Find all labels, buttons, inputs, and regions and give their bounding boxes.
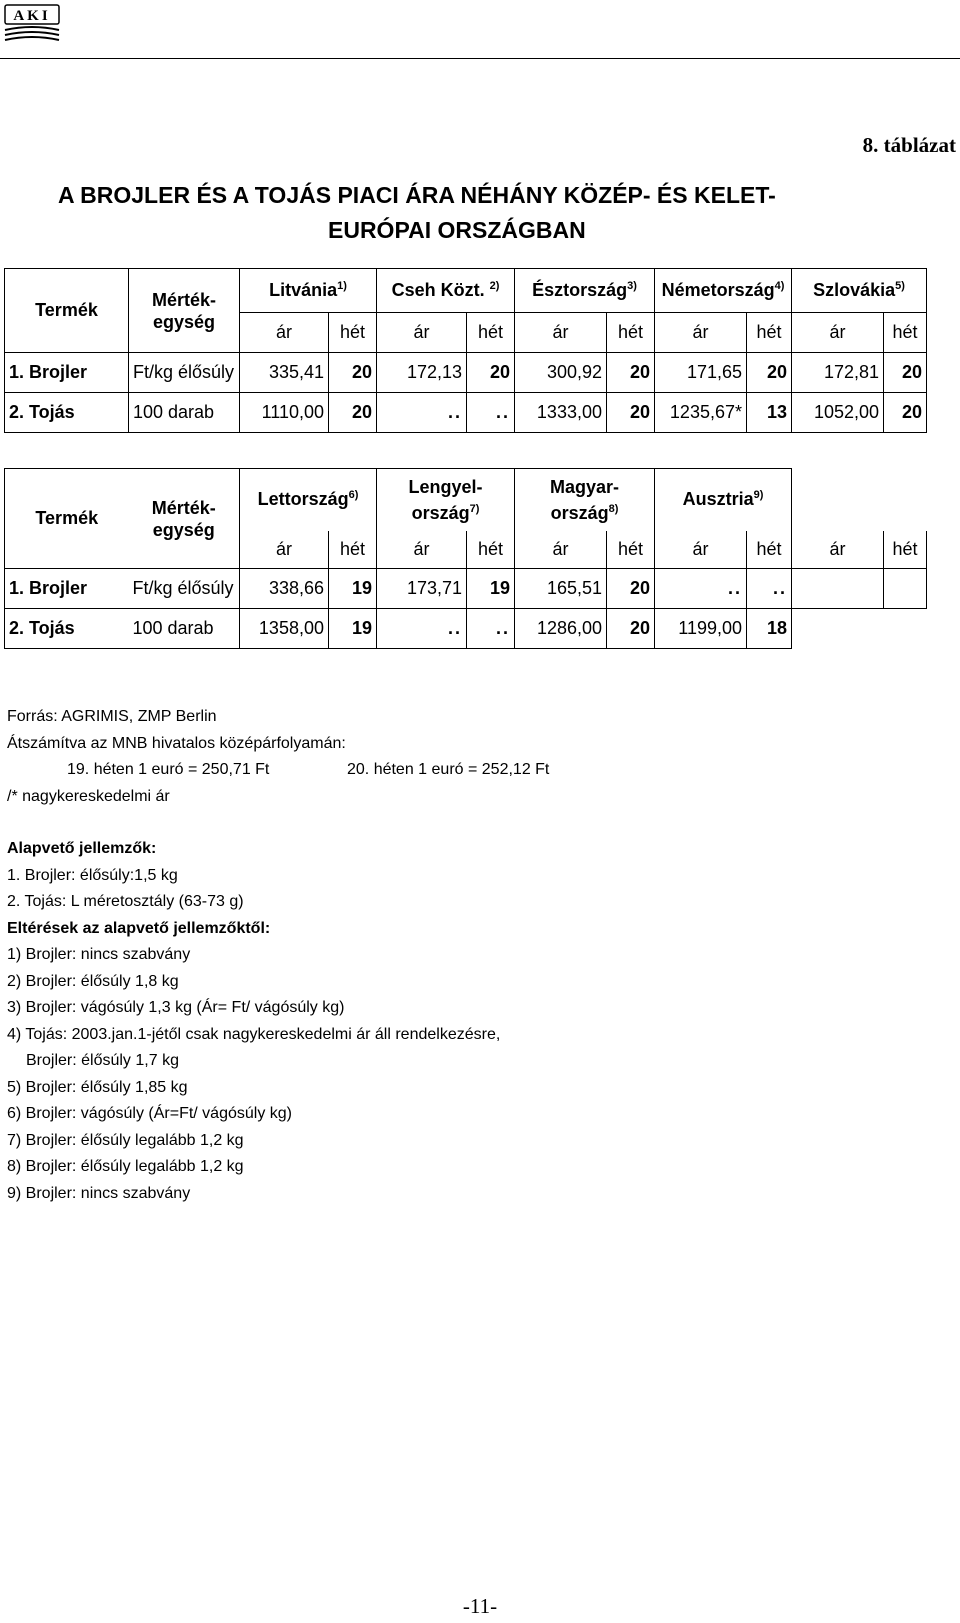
subheader-week: hét [747, 531, 792, 569]
logo-text: AKI [13, 8, 51, 24]
rate-week-20: 20. héten 1 euró = 252,12 Ft [347, 761, 550, 778]
cell-week: 18 [747, 609, 792, 649]
deviation-note: 1) Brojler: nincs szabvány [7, 946, 191, 963]
cell-price: 165,51 [515, 569, 607, 609]
subheader-price: ár [515, 531, 607, 569]
subheader-price: ár [240, 531, 329, 569]
subheader-week: hét [607, 313, 655, 353]
document-title [58, 178, 928, 248]
cell-price: 300,92 [515, 353, 607, 393]
wholesale-note: /* nagykereskedelmi ár [7, 787, 170, 805]
cell-price: 173,71 [377, 569, 467, 609]
header-country: Lettország$^{6)}$ [240, 469, 377, 531]
header-rule [0, 58, 960, 59]
subheader-price: ár [240, 313, 329, 353]
header-country: Lengyel- ország$^{7)}$ [377, 469, 515, 531]
subheader-week: hét [467, 531, 515, 569]
basic-characteristic: 1. Brojler: élősúly:1,5 kg [7, 866, 178, 884]
cell-week: 13 [747, 393, 792, 433]
row-unit: Ft/kg élősúly [129, 569, 240, 609]
cell-price: 1110,00 [240, 393, 329, 433]
subheader-price: ár [792, 313, 884, 353]
subheader-price: ár [515, 313, 607, 353]
header-country: Németország$^{4)}$ [655, 269, 792, 313]
cell-week: 20 [467, 353, 515, 393]
cell-missing: .. [377, 609, 467, 649]
price-table-2 [4, 468, 927, 649]
rate-week-19: 19. héten 1 euró = 250,71 Ft [67, 761, 270, 778]
deviations-heading: Eltérések az alapvető jellemzőktől: [7, 919, 271, 937]
basic-characteristics-heading: Alapvető jellemzők: [7, 840, 157, 857]
exchange-rates [7, 757, 947, 784]
deviation-note: 6) Brojler: vágósúly (Ár=Ft/ vágósúly kg) [7, 1105, 292, 1122]
row-product: 2. Tojás [5, 393, 129, 433]
header-country: Ausztria$^{9)}$ [655, 469, 792, 531]
subheader-price: ár [377, 531, 467, 569]
deviation-note: 4) Tojás: 2003.jan.1-jétől csak nagykereskedelmi ár áll rendelkezésre, [7, 1025, 501, 1043]
cell-week: 20 [884, 353, 927, 393]
header-unit: Mérték-egység [129, 269, 240, 353]
footnotes [7, 704, 947, 1207]
cell-week: 19 [329, 569, 377, 609]
subheader-week: hét [329, 313, 377, 353]
deviation-note: 8) Brojler: élősúly legalább 1,2 kg [7, 1158, 244, 1175]
cell-price: 1052,00 [792, 393, 884, 433]
subheader-week: hét [884, 313, 927, 353]
cell-price: 1235,67* [655, 393, 747, 433]
title-line-1: A BROJLER ÉS A TOJÁS PIACI ÁRA NÉHÁNY KÖZÉP- ÉS KELET- [58, 182, 776, 208]
subheader-week: hét [884, 531, 927, 569]
subheader-week: hét [747, 313, 792, 353]
subheader-week: hét [329, 531, 377, 569]
cell-week: 20 [607, 353, 655, 393]
cell-missing: .. [655, 569, 747, 609]
row-unit: 100 darab [129, 609, 240, 649]
cell-price: 1333,00 [515, 393, 607, 433]
cell-missing: .. [467, 609, 515, 649]
source-note: Forrás: AGRIMIS, ZMP Berlin [7, 708, 217, 725]
cell-price: 1358,00 [240, 609, 329, 649]
table-row [5, 609, 927, 649]
cell-week: 20 [607, 569, 655, 609]
cell-week: 20 [329, 353, 377, 393]
cell-week: 19 [329, 609, 377, 649]
cell-week: 20 [607, 609, 655, 649]
cell-price: 1199,00 [655, 609, 747, 649]
cell-week: 20 [329, 393, 377, 433]
row-product: 1. Brojler [5, 569, 129, 609]
subheader-week: hét [467, 313, 515, 353]
header-country: Magyar- ország$^{8)}$ [515, 469, 655, 531]
deviation-note: 9) Brojler: nincs szabvány [7, 1184, 191, 1202]
subheader-week: hét [607, 531, 655, 569]
header-country: Cseh Közt. $^{2)}$ [377, 269, 515, 313]
cell-week: 20 [607, 393, 655, 433]
table-row [5, 569, 927, 609]
title-line-2: EURÓPAI ORSZÁGBAN [328, 217, 586, 243]
conversion-note: Átszámítva az MNB hivatalos középárfolyamán: [7, 734, 346, 752]
aki-logo [2, 2, 62, 44]
subheader-price: ár [792, 531, 884, 569]
cell-price: 172,81 [792, 353, 884, 393]
deviation-note: 2) Brojler: élősúly 1,8 kg [7, 972, 179, 990]
cell-missing: .. [377, 393, 467, 433]
deviation-note: 3) Brojler: vágósúly 1,3 kg (Ár= Ft/ vágósúly kg) [7, 999, 345, 1016]
row-product: 1. Brojler [5, 353, 129, 393]
cell-missing: .. [467, 393, 515, 433]
price-table-1 [4, 268, 927, 433]
cell-price: 172,13 [377, 353, 467, 393]
row-unit: Ft/kg élősúly [129, 353, 240, 393]
header-country: Szlovákia$^{5)}$ [792, 269, 927, 313]
table-row [5, 353, 927, 393]
deviation-note: 7) Brojler: élősúly legalább 1,2 kg [7, 1131, 244, 1149]
header-product: Termék [5, 469, 129, 569]
header-country: Litvánia$^{1)}$ [240, 269, 377, 313]
cell-price: 335,41 [240, 353, 329, 393]
cell-missing: .. [747, 569, 792, 609]
basic-characteristic: 2. Tojás: L méretosztály (63-73 g) [7, 893, 244, 910]
subheader-price: ár [655, 531, 747, 569]
cell-week: 19 [467, 569, 515, 609]
deviation-note: Brojler: élősúly 1,7 kg [26, 1052, 179, 1069]
cell-price: 338,66 [240, 569, 329, 609]
cell-price: 1286,00 [515, 609, 607, 649]
row-unit: 100 darab [129, 393, 240, 433]
table-number: 8. táblázat [862, 133, 956, 157]
cell-week: 20 [747, 353, 792, 393]
table-row [5, 393, 927, 433]
subheader-price: ár [655, 313, 747, 353]
deviation-note: 5) Brojler: élősúly 1,85 kg [7, 1078, 188, 1096]
subheader-price: ár [377, 313, 467, 353]
page-number: -11- [462, 1594, 498, 1618]
cell-price: 171,65 [655, 353, 747, 393]
header-country: Észtország$^{3)}$ [515, 269, 655, 313]
cell-week: 20 [884, 393, 927, 433]
row-product: 2. Tojás [5, 609, 129, 649]
header-product: Termék [5, 269, 129, 353]
header-unit: Mérték-egység [129, 469, 240, 569]
